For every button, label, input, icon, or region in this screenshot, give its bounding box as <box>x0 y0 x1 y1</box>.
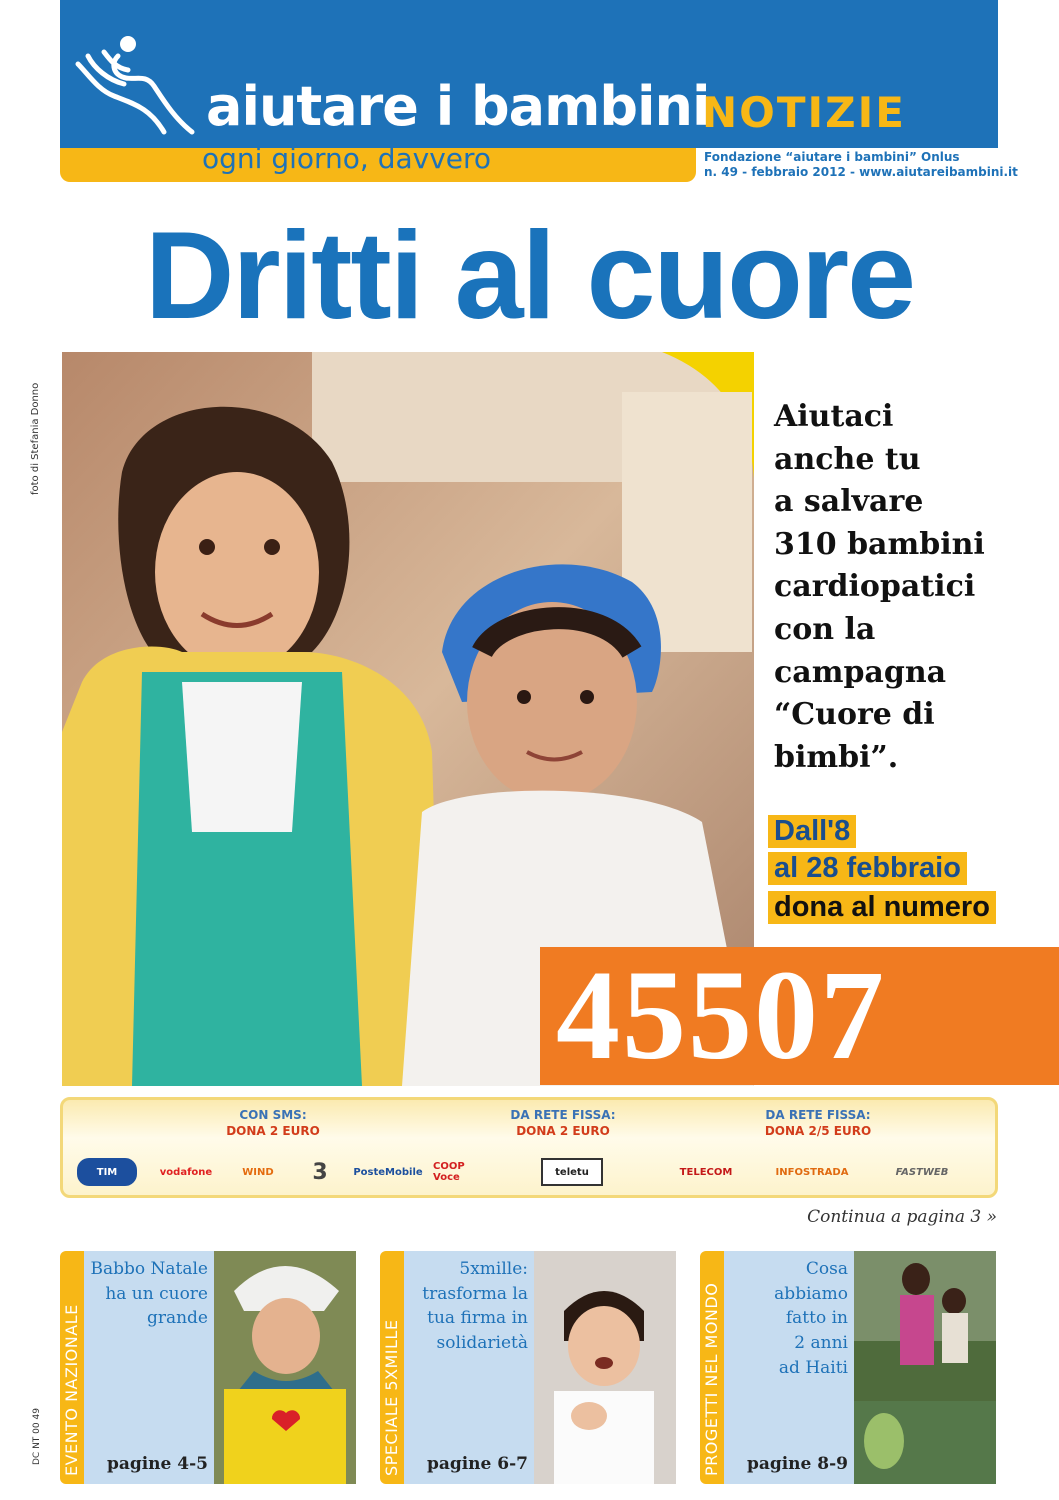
continue-link[interactable]: Continua a pagina 3 » <box>807 1207 997 1227</box>
teaser-progetti-nel-mondo[interactable] <box>700 1251 998 1484</box>
teaser-evento-nazionale[interactable] <box>60 1251 358 1484</box>
date-from: Dall'8 <box>768 815 856 848</box>
appeal-line: anche tu <box>774 441 921 477</box>
date-to: al 28 febbraio <box>768 852 967 885</box>
issue-number: n. 49 - febbraio 2012 - www.aiutareibambini.it <box>704 165 1018 179</box>
donate-call: dona al numero <box>768 891 996 924</box>
hand-logo-icon <box>74 34 204 138</box>
teaser-tab: SPECIALE 5XMILLE <box>380 1251 404 1484</box>
tre-logo: 3 <box>312 1159 328 1185</box>
appeal-text <box>774 396 1014 779</box>
infostrada-logo: INFOSTRADA <box>775 1166 849 1178</box>
brand-name: aiutare i bambini <box>206 75 710 138</box>
teaser-title: 5xmille: trasforma la tua firma in solidarietà <box>422 1259 528 1353</box>
page-headline: Dritti al cuore <box>144 207 915 345</box>
teaser-text <box>84 1251 214 1484</box>
teaser-pages: pagine 8-9 <box>746 1454 848 1474</box>
brand-section: NOTIZIE <box>702 88 906 137</box>
appeal-line: bimbi”. <box>774 739 899 775</box>
tim-logo: TIM <box>77 1158 137 1186</box>
telecom-logo: TELECOM <box>679 1166 733 1178</box>
teaser-tab: PROGETTI NEL MONDO <box>700 1251 724 1484</box>
appeal-line: cardiopatici <box>774 569 976 605</box>
wind-logo: WIND <box>242 1166 274 1178</box>
teaser-text <box>404 1251 534 1484</box>
teaser-photo-santa <box>214 1251 356 1484</box>
teaser-speciale-5xmille[interactable] <box>380 1251 678 1484</box>
teaser-pages: pagine 6-7 <box>426 1454 528 1474</box>
teaser-text <box>724 1251 854 1484</box>
sms-column: CON SMS: DONA 2 EURO <box>226 1108 320 1138</box>
teaser-photo-haiti <box>854 1251 996 1484</box>
donation-number: 45507 <box>556 944 886 1086</box>
postemobile-logo: PosteMobile <box>353 1166 423 1178</box>
side-code: DC NT 00 49 <box>32 1408 42 1465</box>
coopvoce-logo: COOP Voce <box>433 1161 465 1183</box>
appeal-line: a salvare <box>774 484 924 520</box>
fastweb-logo: FASTWEB <box>895 1166 949 1178</box>
appeal-line: campagna <box>774 654 947 690</box>
tagline: ogni giorno, davvero <box>202 142 492 175</box>
operators-strip <box>60 1097 998 1198</box>
appeal-line: con la <box>774 611 876 647</box>
issue-info <box>704 150 1018 180</box>
landline-column-1: DA RETE FISSA: DONA 2 EURO <box>510 1108 616 1138</box>
teletu-logo: teletu <box>541 1158 603 1186</box>
landline-column-2: DA RETE FISSA: DONA 2/5 EURO <box>764 1108 872 1138</box>
vodafone-logo: vodafone <box>159 1166 213 1178</box>
appeal-line: “Cuore di <box>774 697 935 733</box>
teaser-title: Cosa abbiamo fatto in 2 anni ad Haiti <box>774 1259 848 1378</box>
teaser-pages: pagine 4-5 <box>106 1454 208 1474</box>
teaser-photo-child <box>534 1251 676 1484</box>
teaser-title: Babbo Natale ha un cuore grande <box>90 1259 208 1329</box>
teaser-tab: EVENTO NAZIONALE <box>60 1251 84 1484</box>
appeal-line: Aiutaci <box>774 399 894 434</box>
appeal-line: 310 bambini <box>774 526 985 562</box>
foundation-name: Fondazione “aiutare i bambini” Onlus <box>704 150 960 164</box>
photo-credit: foto di Stefania Donno <box>30 382 41 495</box>
